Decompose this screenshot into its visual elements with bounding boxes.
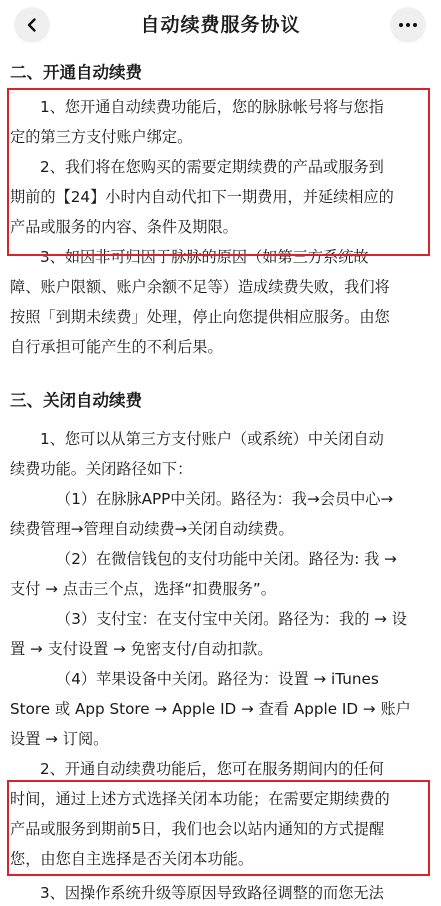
back-button[interactable] (14, 7, 50, 43)
text-line: 时间，通过上述方式选择关闭本功能；在需要定期续费的 (10, 790, 390, 808)
text-line: （2）在微信钱包的支付功能中关闭。路径为: 我 → (56, 550, 397, 568)
text-line: 3、如因非可归因于脉脉的原因（如第三方系统故 (40, 248, 369, 266)
text-line: 置 → 支付设置 → 免密支付/自动扣款。 (10, 640, 273, 658)
text-line: 障、账户限额、账户余额不足等）造成续费失败，我们将 (10, 278, 390, 296)
text-line: 续费功能。关闭路径如下： (10, 460, 193, 478)
text-line: 续费管理→管理自动续费→关闭自动续费。 (10, 520, 294, 538)
more-horizontal-icon (398, 22, 418, 28)
text-line: 2、开通自动续费功能后，您可在服务期间内的任何 (40, 760, 384, 778)
section-heading-close: 三、关闭自动续费 (10, 391, 142, 410)
page-title: 自动续费服务协议 (140, 14, 301, 36)
text-line: 定的第三方支付账户绑定。 (10, 128, 193, 146)
section-heading-open: 二、开通自动续费 (10, 63, 142, 82)
chevron-left-icon (24, 17, 40, 33)
text-line: 3、因操作系统升级等原因导致路径调整的而您无法 (40, 884, 384, 902)
text-line: 按照「到期未续费」处理，停止向您提供相应服务。由您 (10, 308, 390, 326)
text-line: 1、您开通自动续费功能后，您的脉脉帐号将与您指 (40, 98, 384, 116)
more-button[interactable] (390, 7, 426, 43)
text-line: 产品或服务的内容、条件及期限。 (10, 218, 238, 236)
text-line: （4）苹果设备中关闭。路径为：设置 → iTunes (56, 670, 379, 688)
text-line: Store 或 App Store → Apple ID → 查看 Apple ID → 账户 (10, 700, 411, 718)
text-line: 产品或服务到期前5日，我们也会以站内通知的方式提醒 (10, 820, 385, 838)
text-line: 期前的【24】小时内自动代扣下一期费用，并延续相应的 (10, 188, 394, 206)
text-line: 自行承担可能产生的不利后果。 (10, 338, 223, 356)
text-line: （3）支付宝：在支付宝中关闭。路径为：我的 → 设 (56, 610, 407, 628)
text-line: 2、我们将在您购买的需要定期续费的产品或服务到 (40, 158, 384, 176)
nav-bar (0, 0, 441, 50)
text-line: 设置 → 订阅。 (10, 730, 109, 748)
text-line: 1、您可以从第三方支付账户（或系统）中关闭自动 (40, 430, 384, 448)
text-line: （1）在脉脉APP中关闭。路径为：我→会员中心→ (56, 490, 394, 508)
text-line: 支付 → 点击三个点，选择“扣费服务”。 (10, 580, 276, 598)
text-line: 您，由您自主选择是否关闭本功能。 (10, 850, 253, 868)
